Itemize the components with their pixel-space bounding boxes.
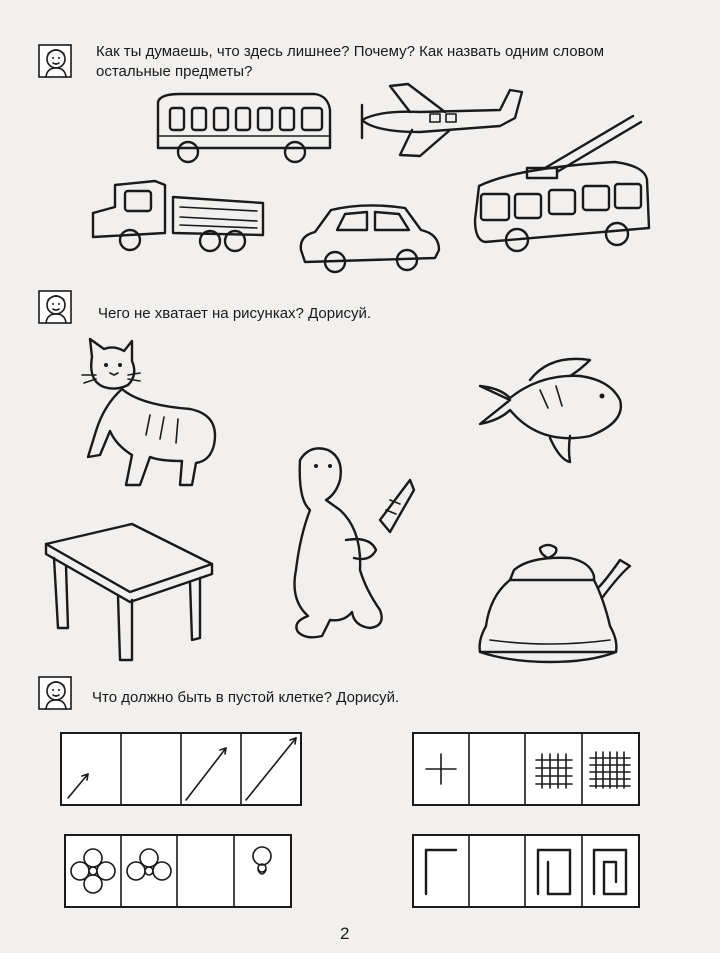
arrows-row xyxy=(60,732,302,811)
table-picture xyxy=(40,520,220,670)
task1-instruction: Как ты думаешь, что здесь лишнее? Почему? Как назвать одним словом остальные предметы? xyxy=(96,43,605,80)
car-picture xyxy=(295,200,445,285)
flower-row xyxy=(64,834,292,913)
trolleybus-picture xyxy=(465,110,655,265)
teapot-picture xyxy=(470,540,635,670)
bear-picture xyxy=(270,440,425,650)
bus-picture xyxy=(150,90,335,175)
task2-instruction: Чего не хватает на рисунках? Дорисуй. xyxy=(98,305,372,322)
child-face-icon xyxy=(38,290,72,324)
page-number: 2 xyxy=(340,924,350,943)
grid-row xyxy=(412,732,640,811)
cat-picture xyxy=(70,335,235,510)
spiral-row xyxy=(412,834,640,913)
child-face-icon xyxy=(38,676,72,710)
child-face-icon xyxy=(38,44,72,78)
truck-picture xyxy=(85,175,270,265)
fish-picture xyxy=(470,350,635,475)
task3-instruction: Что должно быть в пустой клетке? Дорисуй. xyxy=(92,689,400,706)
